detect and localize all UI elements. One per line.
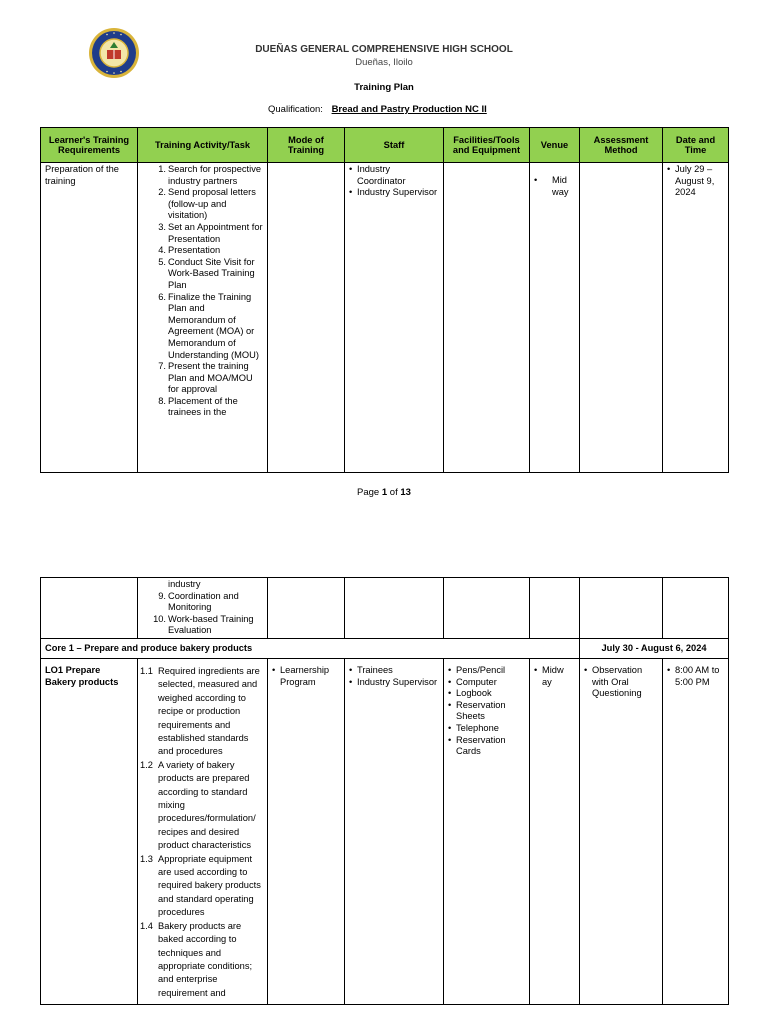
activity-item: 2. Send proposal letters (follow-up and visitation) <box>158 187 256 221</box>
staff-list <box>349 164 439 199</box>
venue-item: • Mid way <box>534 175 575 198</box>
lo1-mode-cell <box>268 658 345 1004</box>
requirement-cell <box>41 578 138 639</box>
assessment-cell <box>580 163 663 473</box>
date-item: • July 29 – August 9, 2024 <box>667 164 724 199</box>
staff-list <box>349 665 439 688</box>
activity-cell <box>138 578 268 639</box>
page-total: 13 <box>400 487 411 498</box>
facilities-cell <box>444 163 530 473</box>
activity-item: 10. Work-based Training Evaluation <box>153 613 254 636</box>
date-item: • 8:00 AM to 5:00 PM <box>667 665 724 688</box>
page-footer <box>0 487 768 498</box>
requirement-cell: Preparation of the training <box>41 163 138 473</box>
mode-cell <box>268 163 345 473</box>
mode-list <box>272 665 340 688</box>
activity-item: 7. Present the training Plan and MOA/MOU for approval <box>158 361 253 395</box>
date-list <box>667 665 724 688</box>
activity-item: 8. Placement of the trainees in the <box>158 395 238 418</box>
table-row <box>41 163 729 473</box>
lo1-assessment-cell <box>580 658 663 1004</box>
facilities-cell <box>444 578 530 639</box>
page-current: 1 <box>381 487 388 498</box>
col-header-assessment: Assessment Method <box>580 128 663 163</box>
activity-item: 3. Set an Appointment for Presentation <box>158 221 263 244</box>
venue-item: • Midw ay <box>534 665 575 688</box>
activity-item: 9. Coordination and Monitoring <box>158 590 239 613</box>
facility-item: • Logbook <box>448 688 525 700</box>
date-cell <box>663 578 729 639</box>
venue-cell <box>530 163 580 473</box>
activity-item: industry <box>168 579 201 589</box>
staff-cell <box>345 578 444 639</box>
date-list <box>667 164 724 199</box>
assessment-list <box>584 665 658 700</box>
page-of: of <box>389 487 398 498</box>
lo1-staff-cell <box>345 658 444 1004</box>
qualification-value: Bread and Pastry Production NC II <box>331 104 487 115</box>
lo1-venue-cell <box>530 658 580 1004</box>
staff-item: • Trainees <box>349 665 439 677</box>
facility-item: • Reservation Sheets <box>448 700 525 723</box>
col-header-activity: Training Activity/Task <box>138 128 268 163</box>
staff-cell <box>345 163 444 473</box>
criteria-item: 1.2 A variety of bakery products are prepared according to standard mixing procedures/formulation/ recipes and desired product characteristics <box>140 759 256 851</box>
table-header-row <box>41 128 729 163</box>
activity-item: 1. Search for prospective industry partners <box>158 164 262 186</box>
venue-list <box>534 175 575 198</box>
lo1-row <box>41 658 729 1004</box>
school-logo <box>88 26 140 80</box>
staff-item: • Industry Coordinator <box>349 164 439 187</box>
school-name: DUEÑAS GENERAL COMPREHENSIVE HIGH SCHOOL <box>255 44 513 55</box>
document-title: Training Plan <box>354 82 414 93</box>
page-prefix: Page <box>357 487 380 498</box>
activity-item: 5. Conduct Site Visit for Work-Based Training Plan <box>158 256 255 290</box>
criteria-item: 1.3 Appropriate equipment are used according to required bakery products and standard operating procedures <box>140 853 261 918</box>
lo1-criteria-cell <box>138 658 268 1004</box>
facility-item: • Telephone <box>448 723 525 735</box>
lo1-date-cell <box>663 658 729 1004</box>
facility-item: • Reservation Cards <box>448 735 525 758</box>
school-location: Dueñas, Iloilo <box>355 57 413 68</box>
venue-list <box>534 665 575 688</box>
qualification-label: Qualification: <box>268 104 323 115</box>
criteria-item: 1.1 Required ingredients are selected, measured and weighed according to recipe or production requirements and established standards and procedures <box>140 665 260 757</box>
staff-item: • Industry Supervisor <box>349 187 439 199</box>
core-title: Core 1 – Prepare and produce bakery products <box>41 638 580 658</box>
training-plan-table-page1 <box>40 127 729 473</box>
facility-item: • Pens/Pencil <box>448 665 525 677</box>
training-plan-table-page2 <box>40 577 729 1005</box>
col-header-staff: Staff <box>345 128 444 163</box>
lo1-facilities-cell <box>444 658 530 1004</box>
lo1-title: LO1 Prepare Bakery products <box>41 658 138 1004</box>
mode-item: • Learnership Program <box>272 665 340 688</box>
mode-cell <box>268 578 345 639</box>
date-cell <box>663 163 729 473</box>
col-header-facilities: Facilities/Tools and Equipment <box>444 128 530 163</box>
activity-item: 4. Presentation <box>158 245 221 256</box>
facilities-list <box>448 665 525 758</box>
col-header-date: Date and Time <box>663 128 729 163</box>
venue-cell <box>530 578 580 639</box>
col-header-mode: Mode of Training <box>268 128 345 163</box>
facility-item: • Computer <box>448 677 525 689</box>
criteria-item: 1.4 Bakery products are baked according to techniques and appropriate conditions; and enterprise requirement and <box>140 920 253 998</box>
assessment-cell <box>580 578 663 639</box>
col-header-venue: Venue <box>530 128 580 163</box>
staff-item: • Industry Supervisor <box>349 677 439 689</box>
core-dates: July 30 - August 6, 2024 <box>580 638 729 658</box>
activity-item: 6. Finalize the Training Plan and Memorandum of Agreement (MOA) or Memorandum of Understanding (MOU) <box>158 291 259 360</box>
criteria-list <box>140 665 263 1000</box>
activity-cell <box>138 163 268 473</box>
activity-list <box>142 164 263 419</box>
activity-list <box>142 579 263 637</box>
col-header-requirements: Learner's Training Requirements <box>41 128 138 163</box>
table-row-continued <box>41 578 729 639</box>
qualification-line <box>268 104 487 115</box>
core-row <box>41 638 729 658</box>
assessment-item: • Observation with Oral Questioning <box>584 665 658 700</box>
